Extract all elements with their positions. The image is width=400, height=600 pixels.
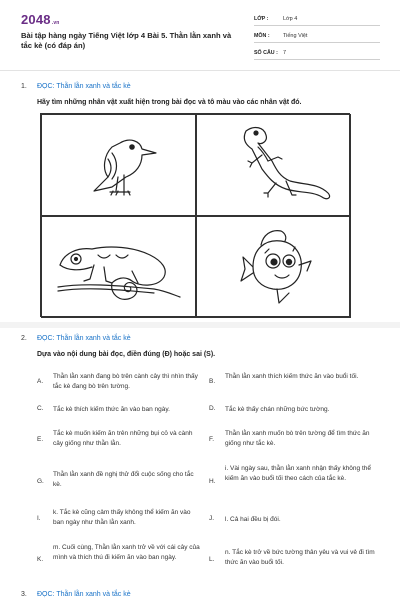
meta-value: 7 [283,49,287,56]
option-letter: F. [209,436,215,443]
meta-row-class [254,12,380,26]
option-text: k. Tắc kè cũng cảm thấy không thể kiếm ăn vào ban ngày như thằn lằn xanh. [53,509,191,526]
lizard-icon [232,121,342,205]
page-header [0,0,400,68]
question-prompt: Hãy tìm những nhân vật xuất hiện trong bài đọc và tô màu vào các nhân vật đó. [37,99,302,106]
question-type: ĐỌC: Thằn lằn xanh và tắc kè [37,591,131,598]
meta-label: SỐ CÂU : [254,49,278,56]
question-number: 1. [21,83,27,90]
option-letter: J. [209,515,215,522]
meta-label: LỚP : [254,15,269,22]
meta-value: Lớp 4 [283,15,298,22]
meta-row-count [254,46,380,60]
question-separator [0,322,400,328]
option-letter: I. [37,515,41,522]
question-number: 3. [21,591,27,598]
logo-text: 2048 [21,12,51,27]
option-text: m. Cuối cùng, Thằn lằn xanh trở về với cái cây của mình và thích thú đi kiếm ăn vào ban ngày. [53,544,200,561]
option-text: Thằn lằn xanh muốn bò trên tường để tìm thức ăn giống như tắc kè. [225,430,370,447]
option-letter: A. [37,378,44,385]
logo-suffix: .vn [51,20,60,26]
option-letter: C. [37,405,44,412]
image-option[interactable] [41,114,196,216]
option-text: Tắc kè muốn kiếm ăn trên những bụi cỏ và cành cây giống như thằn lằn. [53,430,193,447]
question-number: 2. [21,335,27,342]
option-text: Thằn lằn xanh đang bò trên cành cây thì nhìn thấy tắc kè đang bò trên tường. [53,373,198,390]
image-option[interactable] [196,216,351,318]
meta-value: Tiếng Việt [283,32,308,39]
option-letter: L. [209,556,215,563]
question-prompt: Dựa vào nội dung bài đọc, điền đúng (Đ) hoặc sai (S). [37,351,216,358]
header-divider [0,70,400,71]
image-grid [40,113,350,317]
option-letter: H. [209,478,216,485]
option-letter: K. [37,556,44,563]
meta-row-subject [254,29,380,43]
kingfisher-bird-icon [82,125,162,205]
option-letter: G. [37,478,44,485]
document-meta [254,12,380,63]
option-text: Tắc kè thích kiếm thức ăn vào ban ngày. [53,406,170,413]
meta-label: MÔN : [254,32,270,39]
image-option[interactable] [41,216,196,318]
option-letter: E. [37,436,44,443]
document-title: Bài tập hàng ngày Tiếng Việt lớp 4 Bài 5. Thằn lằn xanh và tắc kè (có đáp án) [21,31,232,50]
option-text: l. Cả hai đều bị đói. [225,516,281,523]
option-letter: D. [209,405,216,412]
question-type: ĐỌC: Thằn lằn xanh và tắc kè [37,83,131,90]
option-text: Tắc kè thấy chán những bức tường. [225,406,330,413]
cartoon-fish-icon [237,223,317,313]
image-option[interactable] [196,114,351,216]
chameleon-icon [54,225,184,309]
question-type: ĐỌC: Thằn lằn xanh và tắc kè [37,335,131,342]
option-text: Thằn lằn xanh thích kiếm thức ăn vào buổi tối. [225,373,359,380]
site-logo[interactable] [21,12,60,27]
option-text: i. Vài ngày sau, thằn lằn xanh nhận thấy không thể kiếm ăn vào buổi tối theo cách của tắc kè. [225,465,371,482]
option-letter: B. [209,378,216,385]
option-text: Thằn lằn xanh đề nghị thử đổi cuộc sống cho tắc kè. [53,471,194,488]
option-text: n. Tắc kè trở về bức tường thân yêu và vui vẻ đi tìm thức ăn vào buổi tối. [225,549,375,566]
